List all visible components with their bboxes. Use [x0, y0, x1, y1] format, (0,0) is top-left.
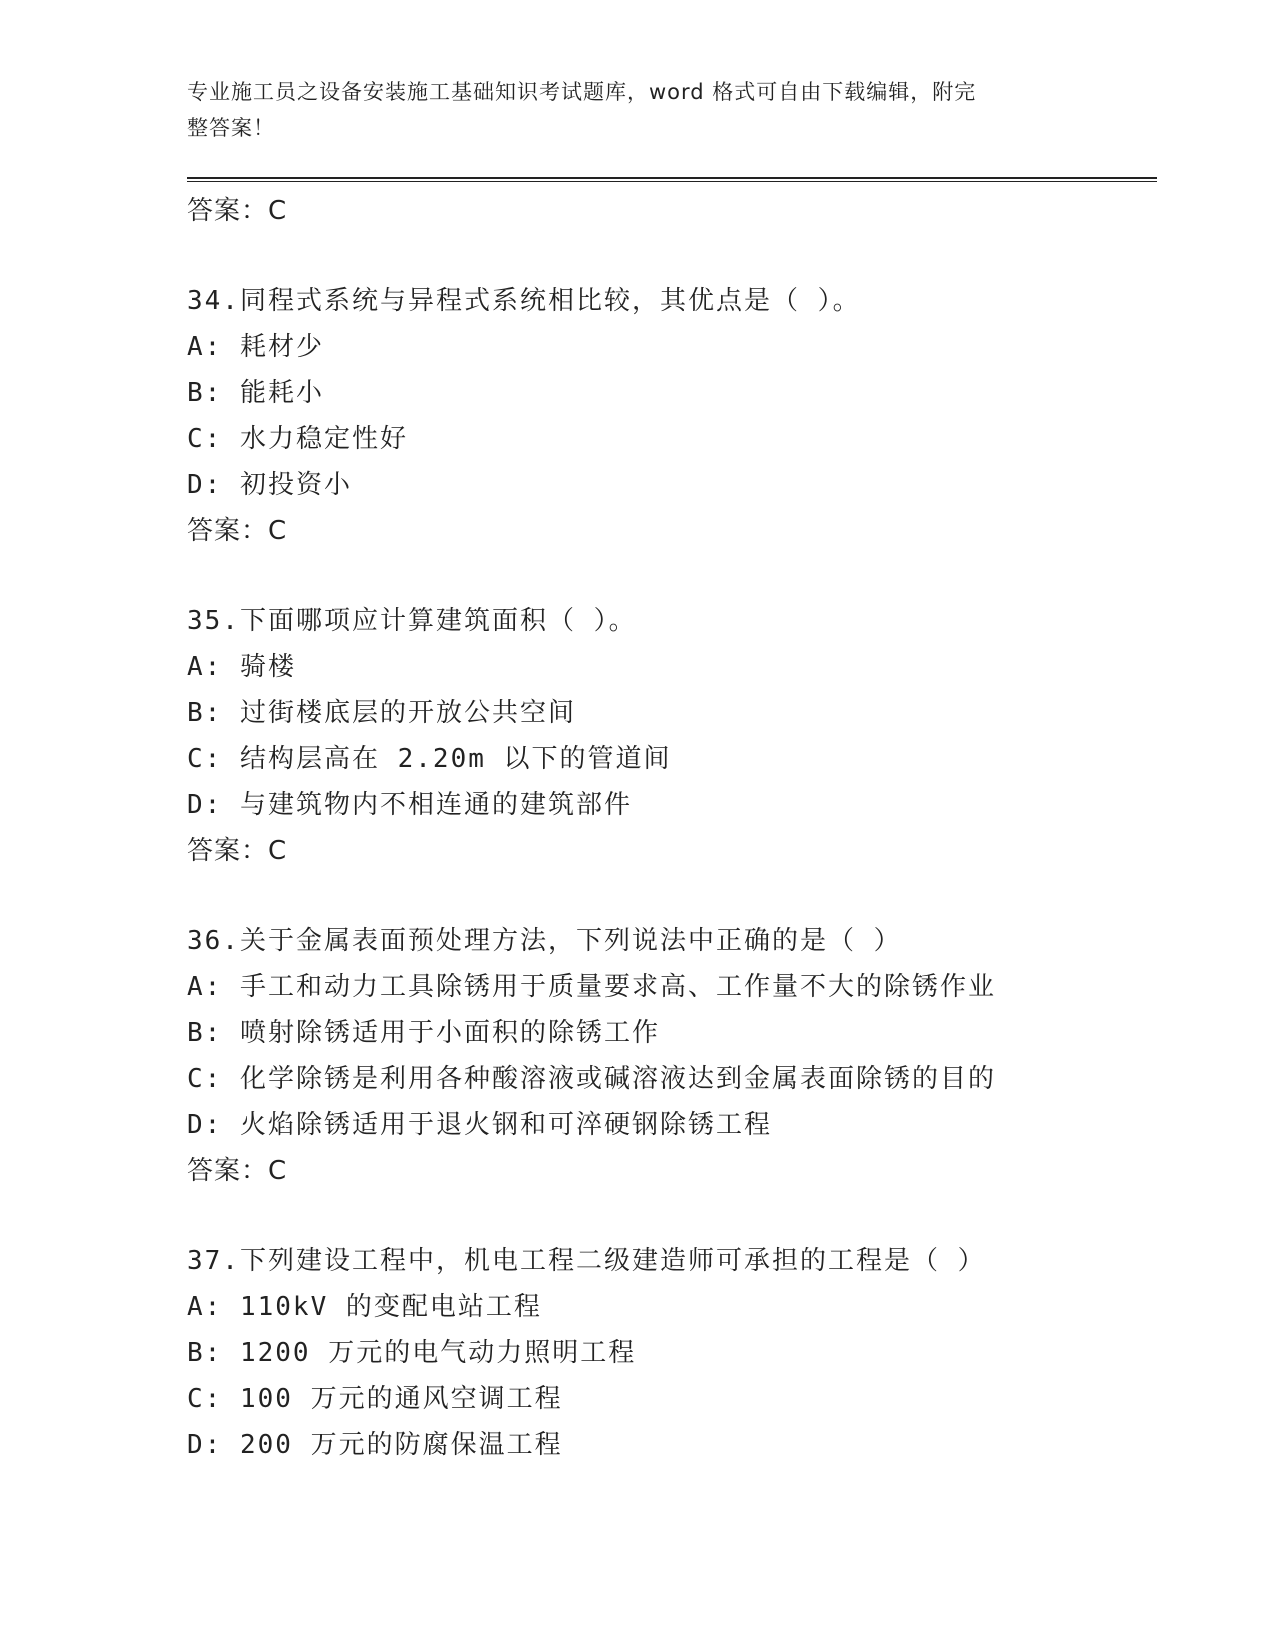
- option-c: C: 化学除锈是利用各种酸溶液或碱溶液达到金属表面除锈的目的: [187, 1064, 996, 1094]
- question-block: [187, 278, 1157, 554]
- document-header: [187, 74, 1067, 146]
- option-b: B: 1200 万元的电气动力照明工程: [187, 1338, 637, 1368]
- option-c: C: 结构层高在 2.20m 以下的管道间: [187, 744, 672, 774]
- header-rule-secondary: [187, 181, 1157, 182]
- option-b: B: 能耗小: [187, 378, 324, 408]
- option-a: A: 骑楼: [187, 652, 296, 682]
- question-stem: 35.下面哪项应计算建筑面积（ ）。: [187, 606, 637, 636]
- option-c: C: 水力稳定性好: [187, 424, 408, 454]
- answer-line: 答案：C: [187, 836, 288, 866]
- question-stem: 34.同程式系统与异程式系统相比较，其优点是（ ）。: [187, 286, 861, 316]
- question-stem: 37.下列建设工程中，机电工程二级建造师可承担的工程是（ ）: [187, 1246, 986, 1276]
- question-block: [187, 1238, 1157, 1468]
- option-d: D: 与建筑物内不相连通的建筑部件: [187, 790, 632, 820]
- option-d: D: 火焰除锈适用于退火钢和可淬硬钢除锈工程: [187, 1110, 772, 1140]
- option-b: B: 喷射除锈适用于小面积的除锈工作: [187, 1018, 660, 1048]
- option-a: A: 110kV 的变配电站工程: [187, 1292, 542, 1322]
- option-a: A: 耗材少: [187, 332, 324, 362]
- header-line-2: 整答案！: [187, 116, 275, 140]
- answer-line: 答案：C: [187, 196, 288, 226]
- option-d: D: 初投资小: [187, 470, 352, 500]
- header-line-1: 专业施工员之设备安装施工基础知识考试题库，word 格式可自由下载编辑，附完: [187, 80, 977, 104]
- answer-line: 答案：C: [187, 1156, 288, 1186]
- question-block: [187, 918, 1157, 1194]
- option-a: A: 手工和动力工具除锈用于质量要求高、工作量不大的除锈作业: [187, 972, 996, 1002]
- question-block: [187, 598, 1157, 874]
- option-c: C: 100 万元的通风空调工程: [187, 1384, 563, 1414]
- option-b: B: 过街楼底层的开放公共空间: [187, 698, 576, 728]
- header-rule: [187, 177, 1157, 179]
- question-stem: 36.关于金属表面预处理方法，下列说法中正确的是（ ）: [187, 926, 902, 956]
- question-list: [187, 188, 1157, 1468]
- option-d: D: 200 万元的防腐保温工程: [187, 1430, 563, 1460]
- answer-line: 答案：C: [187, 516, 288, 546]
